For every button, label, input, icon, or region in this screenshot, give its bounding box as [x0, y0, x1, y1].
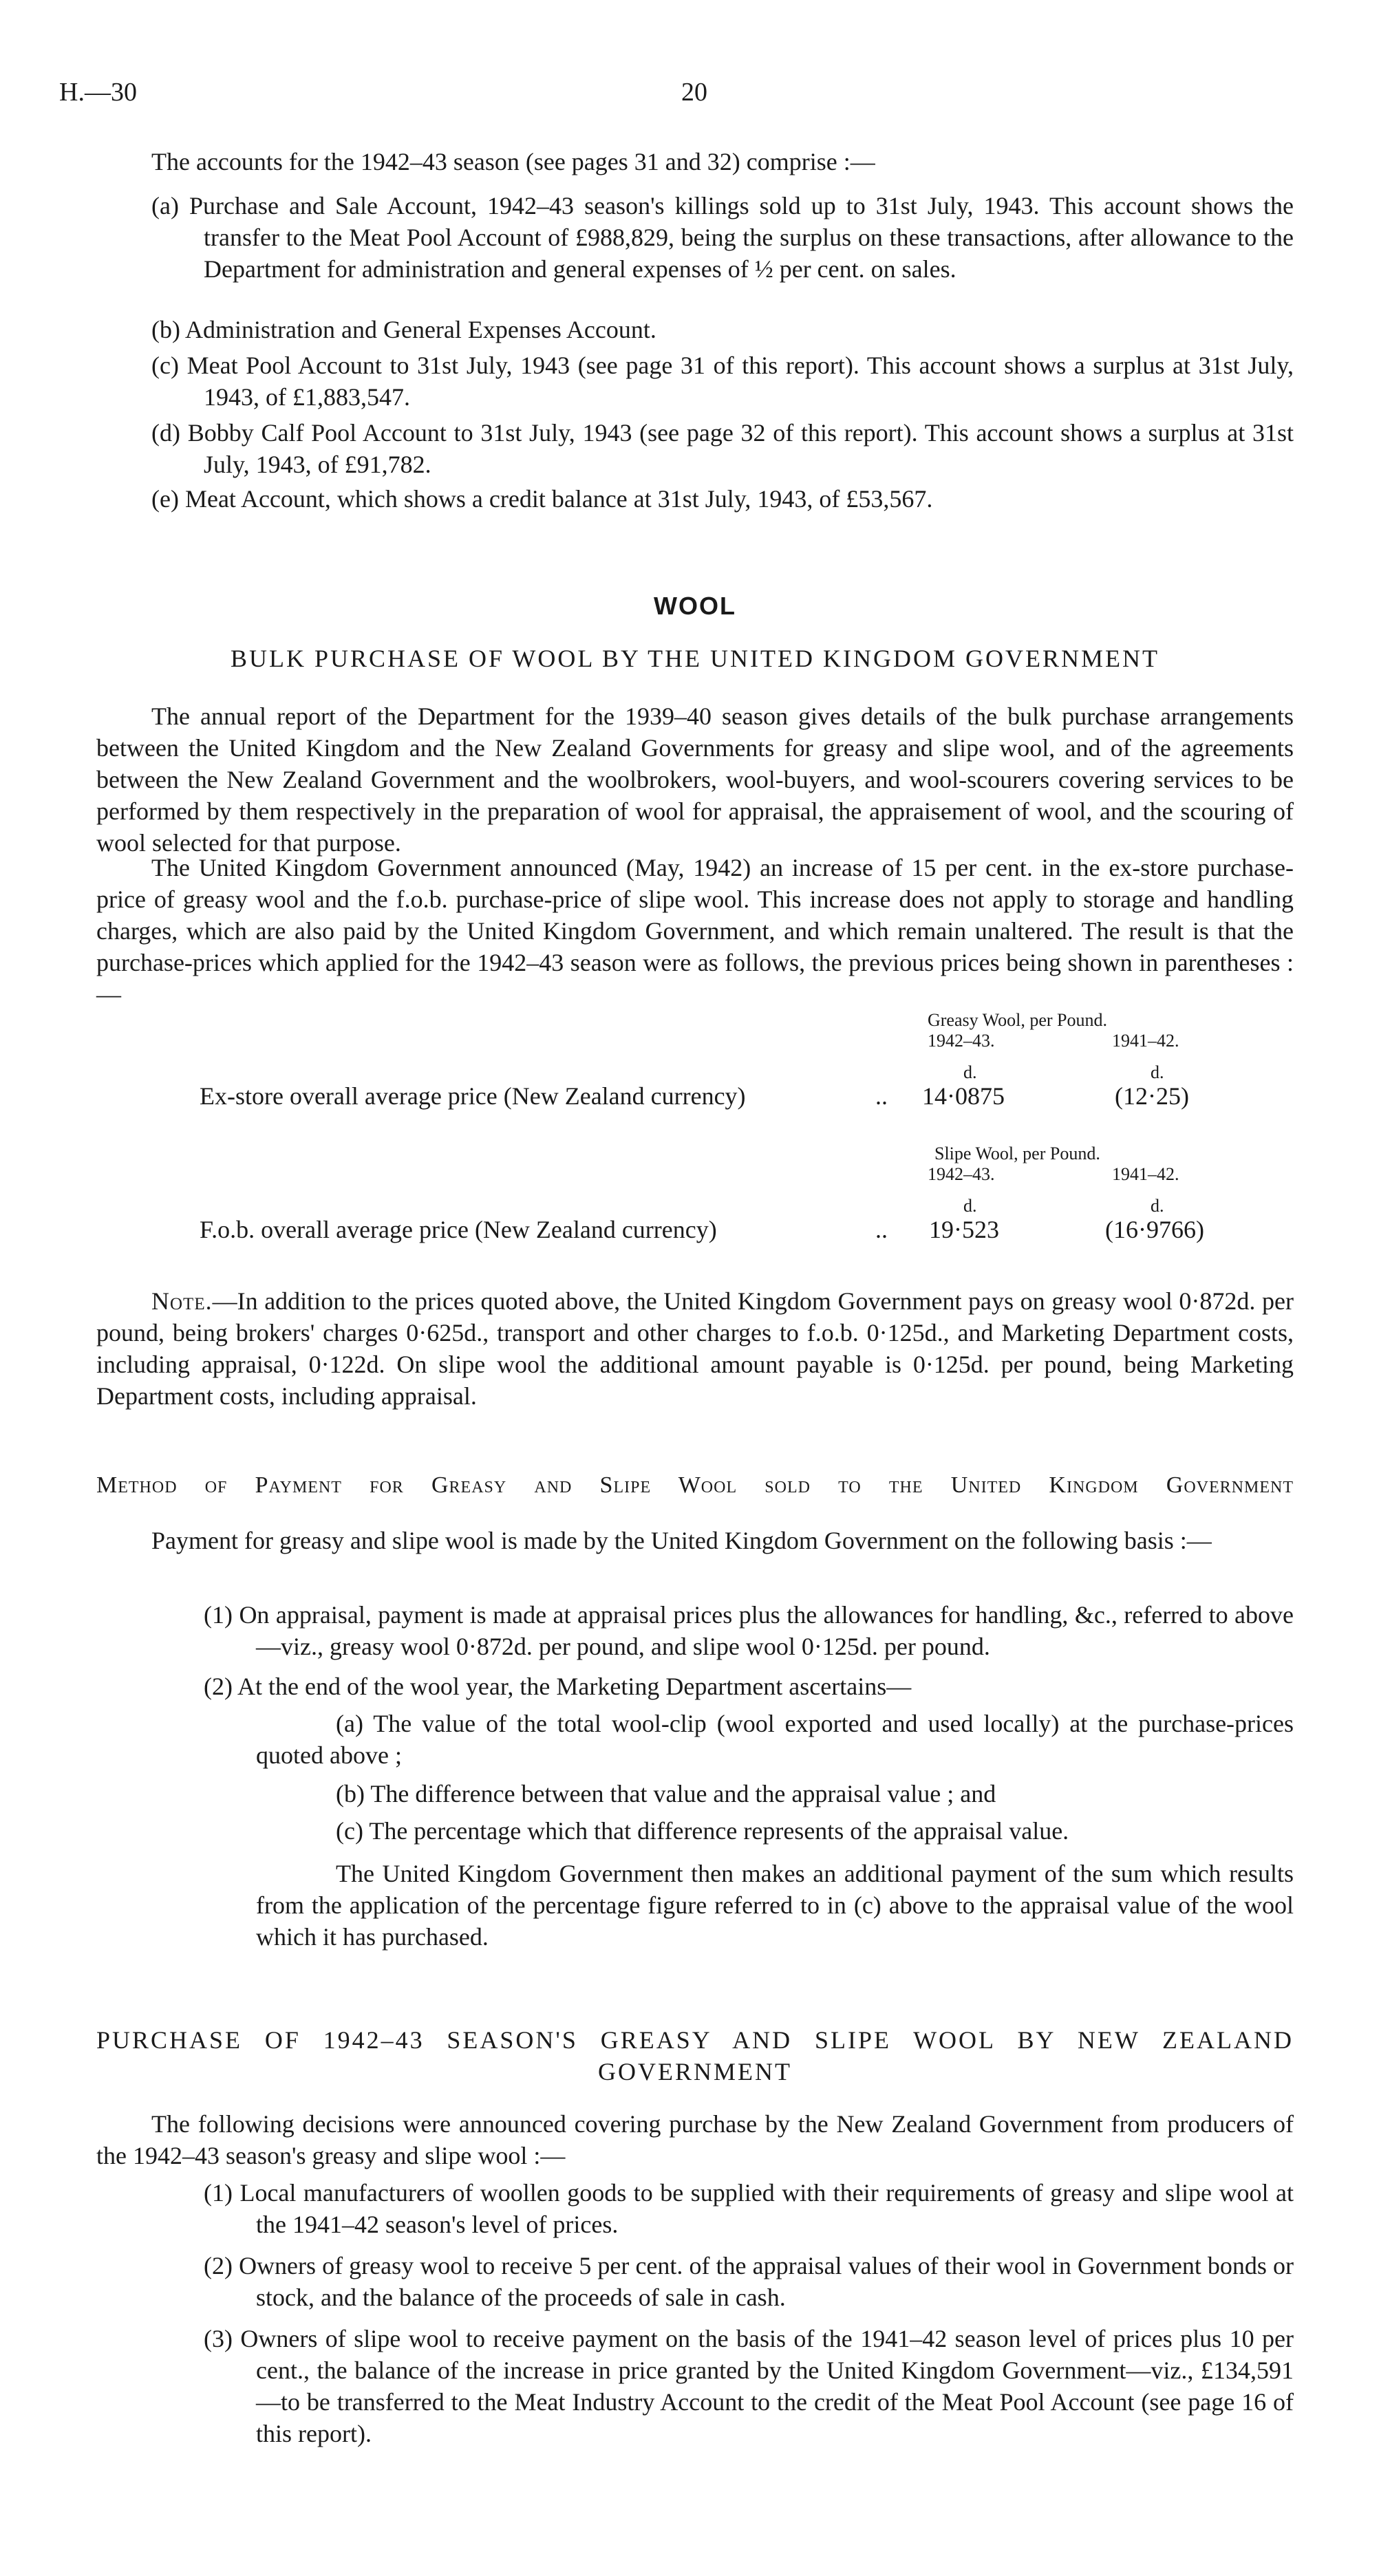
method-item-1 [204, 1599, 1294, 1662]
slipe-col1: 1942–43. [928, 1164, 995, 1184]
accounts-item-d-text: Bobby Calf Pool Account to 31st July, 1943 (see page 32 of this report). This account shows a surplus at 31st July, 1943, of £91,782. [187, 419, 1294, 478]
slipe-unit1: d. [963, 1196, 977, 1216]
slipe-head: Slipe Wool, per Pound. [934, 1144, 1100, 1163]
accounts-item-a [151, 190, 1294, 285]
wool-paragraph-1: The annual report of the Department for the 1939–40 season gives details of the bulk purchase arrangements between the United Kingdom and the New Zealand Governments for greasy and slipe wool, and of the agreements between the New Zealand Government and the woolbrokers, wool-buyers, and wool-scourers covering services to be performed by them respectively in the preparation of wool for appraisal, the appraisement of wool, and the scouring of wool selected for that purpose. [96, 702, 1294, 857]
method-heading: Method of Payment for Greasy and Slipe Wool sold to the United Kingdom Government [96, 1472, 1294, 1498]
wool-paragraph-2: The United Kingdom Government announced (May, 1942) an increase of 15 per cent. in the ex-store purchase-price of greasy wool and the f.o.b. purchase-price of slipe wool. This increase does not apply to storage and handling charges, which are also paid by the United Kingdom Government, and which remain unaltered. The result is that the purchase-prices which applied for the 1942–43 season were as follows, the previous prices being shown in parentheses :— [96, 854, 1294, 1008]
method-sub-c [256, 1815, 1294, 1847]
greasy-value-1941-42: (12·25) [1115, 1082, 1189, 1110]
wool-subtitle: BULK PURCHASE OF WOOL BY THE UNITED KINGDOM GOVERNMENT [231, 645, 1159, 672]
method-sub-a-label: (a) [336, 1710, 363, 1737]
accounts-item-e [151, 483, 1294, 515]
slipe-unit2: d. [1151, 1196, 1164, 1216]
method-sub-c-text: The percentage which that difference represents of the appraisal value. [369, 1817, 1069, 1845]
purchase-item-2-text: Owners of greasy wool to receive 5 per cent. of the appraisal values of their wool in Government bonds or stock, and the balance of the proceeds of sale in cash. [239, 2252, 1294, 2311]
slipe-leader: .. [875, 1216, 888, 1243]
greasy-unit1: d. [963, 1062, 977, 1082]
method-sub-c-label: (c) [336, 1817, 363, 1845]
purchase-item-1-label: (1) [204, 2179, 233, 2207]
slipe-value-1941-42: (16·9766) [1105, 1216, 1204, 1243]
purchase-heading-line-2: GOVERNMENT [598, 2058, 792, 2085]
method-intro: Payment for greasy and slipe wool is made by the United Kingdom Government on the following basis :— [151, 1527, 1212, 1554]
method-item-2-label: (2) [204, 1673, 233, 1700]
greasy-row-label: Ex-store overall average price (New Zealand currency) [200, 1082, 746, 1110]
greasy-value-1942-43: 14·0875 [922, 1082, 1005, 1110]
purchase-item-1-text: Local manufacturers of woollen goods to be supplied with their requirements of greasy and slipe wool at the 1941–42 season's level of prices. [239, 2179, 1294, 2238]
method-item-1-text: On appraisal, payment is made at appraisal prices plus the allowances for handling, &c., referred to above—viz., greasy wool 0·872d. per pound, and slipe wool 0·125d. per pound. [239, 1601, 1294, 1660]
purchase-item-2-label: (2) [204, 2252, 233, 2279]
wool-note [96, 1285, 1294, 1412]
method-sub-a [256, 1708, 1294, 1771]
method-sub-b-text: The difference between that value and the appraisal value ; and [370, 1780, 996, 1807]
purchase-item-2 [204, 2250, 1294, 2313]
accounts-item-a-label: (a) [151, 192, 179, 219]
page-number: 20 [681, 78, 707, 107]
method-sub-a-text: The value of the total wool-clip (wool exported and used locally) at the purchase-prices quoted above ; [256, 1710, 1294, 1769]
greasy-leader: .. [875, 1082, 888, 1110]
note-text: —In addition to the prices quoted above, the United Kingdom Government pays on greasy wool 0·872d. per pound, being brokers' charges 0·625d., transport and other charges to f.o.b. 0·125d., and Marketing Department costs, including appraisal, 0·122d. On slipe wool the additional amount payable is 0·125d. per pound, being Marketing Department costs, including appraisal. [96, 1287, 1294, 1410]
purchase-item-3 [204, 2323, 1294, 2449]
method-item-2-text: At the end of the wool year, the Marketing Department ascertains— [237, 1673, 912, 1700]
accounts-item-a-text: Purchase and Sale Account, 1942–43 season's killings sold up to 31st July, 1943. This account shows the transfer to the Meat Pool Account of £988,829, being the surplus on these transactions, after allowance to the Department for administration and general expenses of ½ per cent. on sales. [189, 192, 1294, 283]
greasy-col2: 1941–42. [1112, 1031, 1179, 1051]
note-label: Note. [151, 1287, 213, 1315]
method-sub-b [256, 1778, 1294, 1810]
header-reference: H.—30 [59, 78, 137, 107]
accounts-item-b [151, 314, 1294, 345]
purchase-item-1 [204, 2177, 1294, 2240]
purchase-intro: The following decisions were announced covering purchase by the New Zealand Government from producers of the 1942–43 season's greasy and slipe wool :— [96, 2110, 1294, 2169]
accounts-item-d [151, 417, 1294, 480]
slipe-col2: 1941–42. [1112, 1164, 1179, 1184]
accounts-item-b-label: (b) [151, 316, 180, 343]
accounts-item-e-text: Meat Account, which shows a credit balance at 31st July, 1943, of £53,567. [184, 485, 933, 513]
greasy-head: Greasy Wool, per Pound. [928, 1010, 1108, 1030]
accounts-intro: The accounts for the 1942–43 season (see pages 31 and 32) comprise :— [151, 148, 875, 175]
accounts-item-d-label: (d) [151, 419, 180, 447]
purchase-item-3-text: Owners of slipe wool to receive payment on the basis of the 1941–42 season level of prices plus 10 per cent., the balance of the increase in price granted by the United Kingdom Government—viz., £134,591—to be transferred to the Meat Industry Account to the credit of the Meat Pool Account (see page 16 of this report). [240, 2325, 1294, 2447]
accounts-item-c-label: (c) [151, 352, 179, 379]
accounts-item-b-text: Administration and General Expenses Account. [185, 316, 656, 343]
greasy-unit2: d. [1151, 1062, 1164, 1082]
accounts-item-e-label: (e) [151, 485, 179, 513]
wool-title: WOOL [654, 592, 736, 620]
method-item-1-label: (1) [204, 1601, 233, 1629]
slipe-row-label: F.o.b. overall average price (New Zealand currency) [200, 1216, 717, 1243]
accounts-item-c-text: Meat Pool Account to 31st July, 1943 (see page 31 of this report). This account shows a surplus at 31st July, 1943, of £1,883,547. [186, 352, 1294, 411]
method-closing: The United Kingdom Government then makes an additional payment of the sum which results from the application of the percentage figure referred to in (c) above to the appraisal value of the wool which it has purchased. [256, 1860, 1294, 1951]
purchase-item-3-label: (3) [204, 2325, 233, 2352]
method-sub-b-label: (b) [336, 1780, 365, 1807]
purchase-heading-line-1: PURCHASE OF 1942–43 SEASON'S GREASY AND SLIPE WOOL BY NEW ZEALAND [96, 2026, 1294, 2054]
accounts-item-c [151, 350, 1294, 413]
slipe-value-1942-43: 19·523 [929, 1216, 999, 1243]
greasy-col1: 1942–43. [928, 1031, 995, 1051]
method-item-2 [204, 1671, 1294, 1702]
